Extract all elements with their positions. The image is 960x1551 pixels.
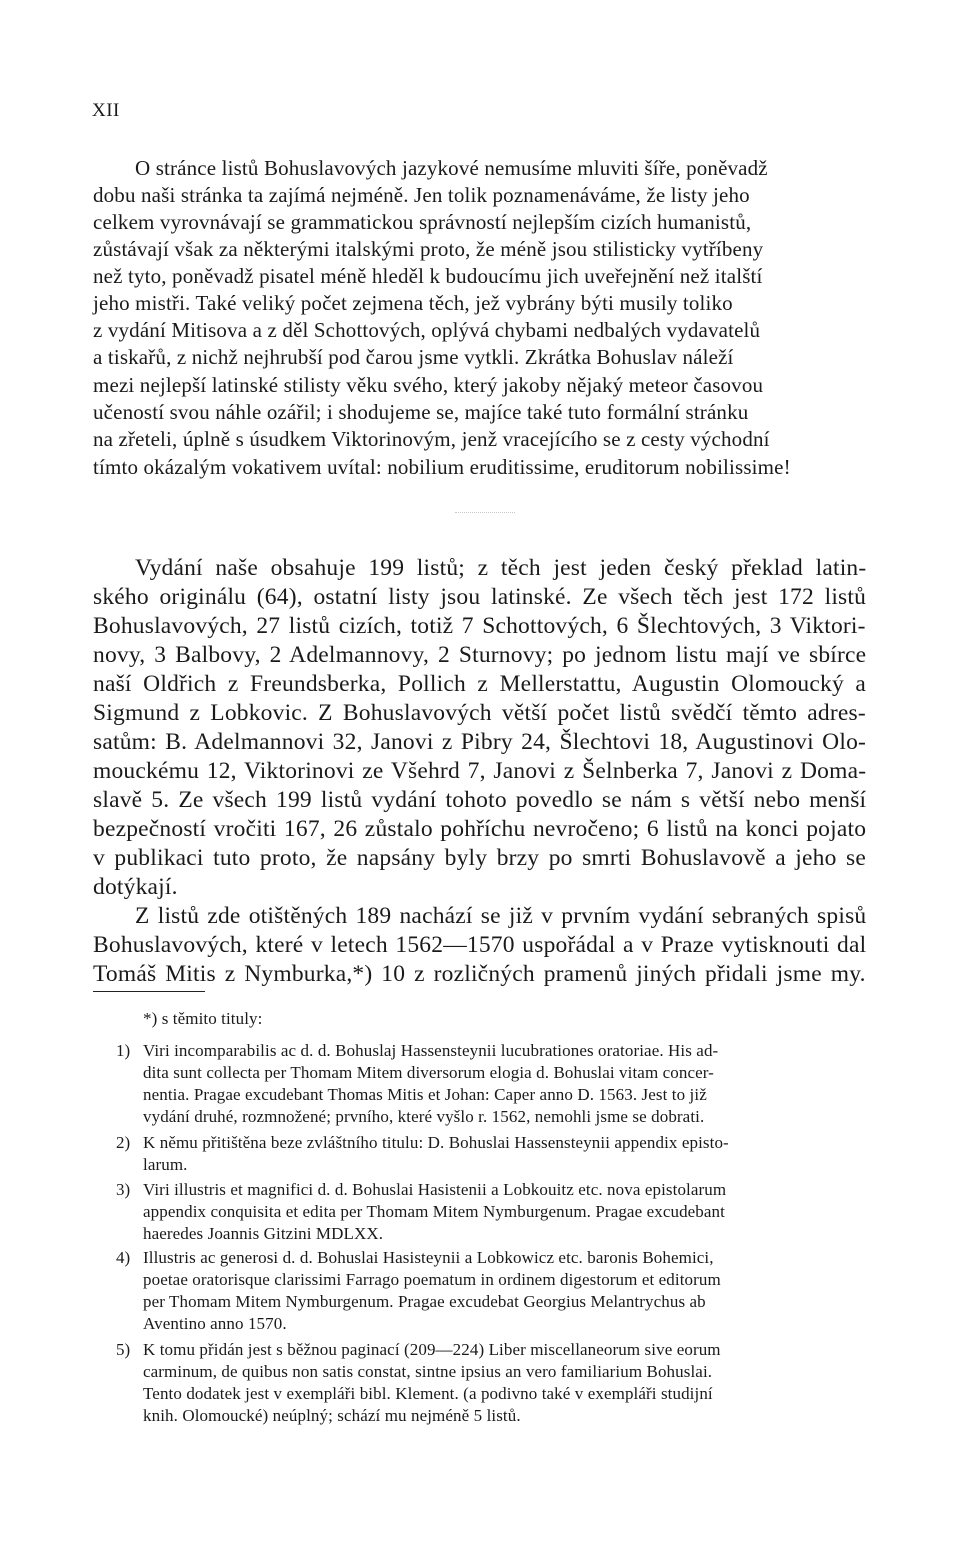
- section-divider: [455, 512, 515, 517]
- footnote-line: haeredes Joannis Gitzini MDLXX.: [143, 1224, 384, 1243]
- text-line: slavě 5. Ze všech 199 listů vydání tohoto povedlo se nám s větší nebo menší: [93, 787, 867, 813]
- footnote-line: Aventino anno 1570.: [143, 1314, 287, 1333]
- text-line: Z listů zde otištěných 189 nachází se již v prvním vydání sebraných spisů: [135, 903, 867, 929]
- text-line: učeností svou náhle ozářil; i shodujeme se, majíce také tuto formální stránku: [93, 400, 749, 424]
- footnote-number: 5): [116, 1340, 131, 1359]
- text-line: Vydání naše obsahuje 199 listů; z těch jest jeden český překlad latin-: [135, 555, 867, 581]
- footnote-line: larum.: [143, 1155, 188, 1174]
- footnote-line: poetae oratorisque clarissimi Farrago poematum in ordinem digestorum et editorum: [143, 1270, 721, 1289]
- footnote-line: nentia. Pragae excudebant Thomas Mitis et Johan: Caper anno D. 1563. Jest to již: [143, 1085, 707, 1104]
- text-line: jeho mistři. Také veliký počet zejmena těch, jež vybrány býti musily toliko: [93, 291, 733, 315]
- footnote-line: K tomu přidán jest s běžnou paginací (209—224) Liber miscellaneorum sive eorum: [143, 1340, 721, 1359]
- footnote-line: per Thomam Mitem Nymburgenum. Pragae excudebat Georgius Melantrychus ab: [143, 1292, 706, 1311]
- footnote-number: 1): [116, 1041, 131, 1060]
- footnote-line: carminum, de quibus non satis constat, sintne ipsius an vero familiarium Bohuslai.: [143, 1362, 713, 1381]
- text-line: a tiskařů, z nichž nejhrubší pod čarou jsme vytkli. Zkrátka Bohuslav náleží: [93, 345, 734, 369]
- footnote-line: Viri illustris et magnifici d. d. Bohuslai Hasistenii a Lobkouitz etc. nova epistolarum: [143, 1180, 727, 1199]
- footnote-number: 2): [116, 1133, 131, 1152]
- text-line: z vydání Mitisova a z děl Schottových, oplývá chybami nedbalých vydavatelů: [93, 318, 761, 342]
- text-line: bezpečností vročiti 167, 26 zůstalo pohříchu nevročeno; 6 listů na konci pojato: [93, 816, 867, 842]
- text-line: ského originálu (64), ostatní listy jsou latinské. Ze všech těch jest 172 listů: [93, 584, 867, 610]
- text-line: dobu naši stránka ta zajímá nejméně. Jen tolik poznamenáváme, že listy jeho: [93, 183, 750, 207]
- page-number: XII: [92, 100, 120, 121]
- text-line: Bohuslavových, které v letech 1562—1570 uspořádal a v Praze vytisknouti dal: [93, 932, 867, 958]
- text-line: satům: B. Adelmannovi 32, Janovi z Pibry 24, Šlechtovi 18, Augustinovi Olo-: [93, 729, 867, 755]
- footnote-number: 3): [116, 1180, 131, 1199]
- footnote-line: Viri incomparabilis ac d. d. Bohuslaj Hassensteynii lucubrationes oratoriae. His ad-: [143, 1041, 719, 1060]
- text-line: Sigmund z Lobkovic. Z Bohuslavových větší počet listů svědčí těmto adres-: [93, 700, 866, 726]
- text-line: Bohuslavových, 27 listů cizích, totiž 7 Schottových, 6 Šlechtových, 3 Viktori-: [93, 613, 866, 639]
- footnote-intro: *) s těmito tituly:: [143, 1009, 263, 1028]
- footnote-rule: [93, 991, 205, 992]
- footnote-line: dita sunt collecta per Thomam Mitem diversorum elogia d. Bohuslai vitam concer-: [143, 1063, 714, 1082]
- text-line: celkem vyrovnávají se grammatickou správností nejlepším cizích humanistů,: [93, 210, 752, 234]
- text-line: zůstávají však za některými italskými proto, že méně jsou stilisticky vytříbeny: [93, 237, 764, 261]
- footnote-number: 4): [116, 1248, 131, 1267]
- text-line: než tyto, poněvadž pisatel méně hleděl k budoucímu jich uveřejnění než italští: [93, 264, 763, 288]
- text-line: dotýkají.: [93, 874, 178, 900]
- text-line: na zřeteli, úplně s úsudkem Viktorinovým, jenž vracejícího se z cesty východní: [93, 427, 770, 451]
- text-line: v publikaci tuto proto, že napsány byly brzy po smrti Bohuslavově a jeho se: [93, 845, 866, 871]
- footnote-line: vydání druhé, rozmnožené; prvního, které vyšlo r. 1562, nemohli jsme se dobrati.: [143, 1107, 705, 1126]
- text-line: mouckému 12, Viktorinovi ze Všehrd 7, Janovi z Šelnberka 7, Janovi z Doma-: [93, 758, 867, 784]
- text-line: novy, 3 Balbovy, 2 Adelmannovy, 2 Sturnovy; po jednom listu mají ve sbírce: [93, 642, 867, 668]
- footnote-line: appendix conquisita et edita per Thomam Mitem Nymburgenum. Pragae excudebant: [143, 1202, 725, 1221]
- text-line: Tomáš Mitis z Nymburka,*) 10 z rozličných pramenů jiných přidali jsme my.: [93, 961, 866, 987]
- text-line: tímto okázalým vokativem uvítal: nobilium eruditissime, eruditorum nobilissime!: [93, 455, 791, 479]
- footnote-line: Tento dodatek jest v exempláři bibl. Klement. (a podivno také v exempláři studijní: [143, 1384, 713, 1403]
- footnote-line: Illustris ac generosi d. d. Bohuslai Hasisteynii a Lobkowicz etc. baronis Bohemici,: [143, 1248, 714, 1267]
- text-line: O stránce listů Bohuslavových jazykové nemusíme mluviti šíře, poněvadž: [135, 156, 768, 180]
- text-line: naší Oldřich z Freundsberka, Pollich z Mellerstattu, Augustin Olomoucký a: [93, 671, 867, 697]
- footnote-line: K němu přitištěna beze zvláštního titulu: D. Bohuslai Hassensteynii appendix episto-: [143, 1133, 729, 1152]
- text-line: mezi nejlepší latinské stilisty věku svého, který jakoby nějaký meteor časovou: [93, 373, 764, 397]
- footnote-line: knih. Olomoucké) neúplný; schází mu nejméně 5 listů.: [143, 1406, 521, 1425]
